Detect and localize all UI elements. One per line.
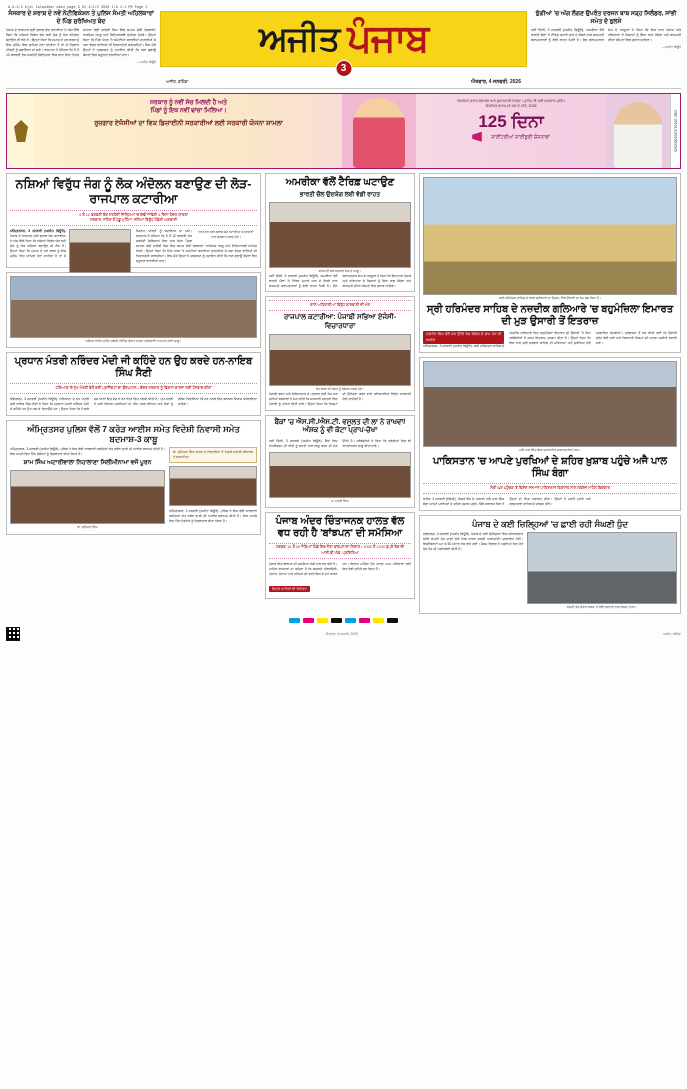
story-tariff (265, 173, 415, 292)
lead-kicker-1: 9 ਤੋਂ 12 ਫਰਵਰੀ ਤੱਕ ਸਰਹੱਦੀ ਜ਼ਿਲ੍ਹਿਆਂ 'ਚ ਕੱਢੀ ਜਾਵੇਗੀ 4 ਦਿਨਾ ਪੈਦਲ ਯਾਤਰਾ (79, 212, 188, 217)
print-strip: A-3-3-3 Ajit Jalandhar main page 3 01 1/1/2 2026 1:8 1:1 PM Page 1 (8, 5, 148, 9)
tariff-headline: ਅਮਰੀਕਾ ਵੱਲੋਂ ਟੈਰਿਫ਼ ਘਟਾਉਣ (285, 177, 395, 188)
banner-advertisement (6, 93, 681, 169)
punjabi-body: ਪੰਜਾਬੀ ਭਾਸ਼ਾ ਅਤੇ ਸੱਭਿਆਚਾਰ ਦੇ ਪ੍ਰਚਾਰ ਲਈ ਕੰਮ ਕਰ ਰਹੀਆਂ ਸੰਸਥਾਵਾਂ ਨੇ ਮੰਗ ਕੀਤੀ ਕਿ ਸਰਕਾਰੀ ਦਫ਼ਤਰਾਂ ਵਿਚ ਪੰਜਾਬੀ ਨੂੰ ਪਹਿਲ ਦਿੱਤੀ ਜਾਵੇ। ਉਨ੍ਹਾਂ ਕਿਹਾ ਕਿ ਨਿਯਮਾਂ ਦੀ ਉਲੰਘਣਾ ਕਰਨ ਵਾਲੇ ਅਧਿਕਾਰੀਆਂ ਵਿਰੁੱਧ ਕਾਰਵਾਈ ਹੋਣੀ ਚਾਹੀਦੀ ਹੈ। (269, 392, 411, 406)
bank-body: ਨਵੀਂ ਦਿੱਲੀ, 3 ਜਨਵਰੀ (ਅਜੀਤ ਬਿਊਰੋ)- ਬੈਂਕਾਂ ਵਿਚ ਰਾਖਵੇਂਕਰਨ ਦੀ ਨੀਤੀ ਨੂੰ ਸਖ਼ਤੀ ਨਾਲ ਲਾਗੂ ਕਰਨ ਦੀ ਮੰਗ ਉੱਠੀ ਹੈ। ਜਥੇਬੰਦੀਆਂ ਨੇ ਕਿਹਾ ਕਿ ਤਰੱਕੀਆਂ ਵਿਚ ਵੀ ਰਾਖਵਾਂਕਰਨ ਲਾਗੂ ਕੀਤਾ ਜਾਵੇ। (269, 438, 411, 448)
lead-byline: ਅੰਮ੍ਰਿਤਸਰ, 3 ਜਨਵਰੀ (ਅਜੀਤ ਬਿਊਰੋ)- (10, 229, 66, 234)
ice-body: ਅੰਮ੍ਰਿਤਸਰ, 3 ਜਨਵਰੀ (ਅਜੀਤ ਬਿਊਰੋ)- ਪੁਲਿਸ ਨੇ ਇਕ ਵੱਡੀ ਕਾਰਵਾਈ ਕਰਦਿਆਂ ਸੱਤ ਕਰੋੜ ਰੁਪਏ ਦੀ ਆਈਸ ਬਰਾਮਦ ਕੀਤੀ ਹੈ। ਇਸ ਮਾਮਲੇ ਵਿਚ ਤਿੰਨ ਦੋਸ਼ੀਆਂ ਨੂੰ ਗ੍ਰਿਫ਼ਤਾਰ ਕੀਤਾ ਗਿਆ ਹੈ। (10, 447, 165, 456)
ice-right (169, 447, 257, 531)
page-number-badge: 3 (335, 60, 352, 77)
bank-photo (269, 452, 411, 498)
infertility-kicker: ਲਗਭਗ 15 ਤੋਂ 20 ਜੋੜਿਆਂ ਪਿੱਛੇ ਇਕ ਜੋੜਾ ਬਾਂਝਪਨ ਦਾ ਸ਼ਿਕਾਰ • 1000 ਤੋਂ 1200 ਰੁਪਏ ਤੱਕ ਦੀ ਆਈ.ਵੀ.ਐਫ਼. ਪ੍ਰਕਿਰਿਆ (269, 543, 411, 559)
ice-secondary-photo (169, 466, 257, 506)
logo-ajit: ਅਜੀਤ (258, 19, 340, 58)
banner-ad-pm-photo (606, 94, 670, 168)
logo-punjab: ਪੰਜਾਬ (347, 17, 429, 60)
edition-place: ਅਜੀਤ, ਬਠਿੰਡਾ (166, 79, 189, 84)
tariff-subhead: ਭਾਰਤੀ ਚੌਲ ਉਦਯੋਗ ਲਈ ਵੱਡੀ ਰਾਹਤ (299, 192, 381, 198)
harmandir-body-text: ਅੰਮ੍ਰਿਤਸਰ, 3 ਜਨਵਰੀ (ਅਜੀਤ ਬਿਊਰੋ)- ਸ੍ਰੀ ਹਰਿਮੰਦਰ ਸਾਹਿਬ ਦੇ ਨਜ਼ਦੀਕ ਗਲਿਆਰੇ ਵਿਚ ਬਹੁਮੰਜ਼ਿਲਾ ਇਮਾਰਤ ਦੀ ਉਸਾਰੀ 'ਤੇ ਸਿੱਖ ਜਥੇਬੰਦੀਆਂ ਨੇ ਸਖ਼ਤ ਇਤਰਾਜ਼ ਪ੍ਰਗਟ ਕੀਤਾ ਹੈ। ਉਨ੍ਹਾਂ ਕਿਹਾ ਕਿ ਇਸ ਨਾਲ ਸ੍ਰੀ ਦਰਬਾਰ ਸਾਹਿਬ ਦੀ ਮਰਿਆਦਾ ਅਤੇ ਸੁਰੱਖਿਆ ਦੋਵੇਂ ਪ੍ਰਭਾਵਿਤ ਹੋਣਗੀਆਂ। ਪ੍ਰਸ਼ਾਸਨ ਤੋਂ ਮੰਗ ਕੀਤੀ ਗਈ ਕਿ ਉਸਾਰੀ ਤੁਰੰਤ ਰੋਕੀ ਜਾਵੇ ਅਤੇ ਵਿਰਾਸਤੀ ਨਿਯਮਾਂ ਦੀ ਪਾਲਣਾ ਯਕੀਨੀ ਬਣਾਈ ਜਾਵੇ। (423, 331, 677, 348)
masthead-center (160, 11, 527, 85)
banner-ad-line3: ਰੁਜ਼ਗਾਰ ਏਜੰਸੀਆਂ ਦਾ ਵਿਕ ਡਿਜ਼ਾਈਨੀ ਸਰਕਾਰੀਆਂ ਲਈ ਸਰਕਾਰੀ ਯੋਜਨਾ ਸ਼ਾਮਲਾ (94, 120, 283, 128)
punjabi-headline: ਰਾਜਪਾਲ ਕਟਾਰੀਆ: ਪੰਜਾਬੀ ਸਭਿਆ ਏਜੰਸੀ-ਵਿਚਾਰਧਾਰਾ (283, 314, 397, 330)
harmandir-badge: ਹਰਜੀਤ ਸਿੰਘ ਵੱਲੋਂ ਮੰਗ ਉੱਠੀ ਦੇਸ਼ ਵਿਦੇਸ਼ ਦੇ ਸ਼ਾਮ ਹੱਕ ਦੀ ਅਪੀਲ (423, 331, 504, 344)
story-harmandir (419, 173, 681, 353)
ice-boxnote: ਡਾ. ਭੁਪਿੰਦਰ ਸਿੰਘ ਰਾਜਨ ਦੇ ਖਿਡਾਰੀਆਂ ਤੋਂ ਪਿਛਲੇ ਸ਼ਹਿਰੀ ਰੀਵਾਰਡ ਤੇ ਸਨਮਾਨਿਤ (169, 447, 257, 463)
banner-ad-tagline (420, 132, 602, 142)
banner-ad-line1: ਸਰਕਾਰ ਨੂੰ ਨਵੀਂ ਸੋਚ ਮਿਲਦੀ ਹੈ ਅਤੇ (150, 100, 227, 106)
masthead (6, 11, 681, 89)
story-saini (6, 352, 261, 416)
ice-sub1: ਸ਼ਾਮ ਸਿੰਘ ਅਟਾਰੀਵਾਲਾ ਨਿਹਾਲਾਣਾ ਸਿਲੀਮੀਨਾਮਾ ਵਜੋਂ ਪੂਰਨ (23, 459, 152, 466)
masthead-right-headline: ਝੁੱਗੀਆਂ 'ਚ ਅੱਗ ਲੱਗਣ ਉਪਰੰਤ ਦਰਜਨ ਬਾਬ ਸੜ੍ਹ ਸਿਲੰਡਰ, ਸਾਂਭੀ ਸਮੇਤ ਦੋ ਝੁਲਸੇ (535, 11, 677, 25)
banner-ad-big-number: 125 ਦਿਨਾ (478, 112, 544, 132)
edition-date: ਐਤਵਾਰ, 4 ਜਨਵਰੀ, 2026 (470, 79, 521, 85)
govt-emblem-icon (7, 94, 35, 168)
fog-left (423, 532, 523, 610)
lead-photo (69, 229, 131, 273)
banga-headline: ਪਾਕਿਸਤਾਨ 'ਚ ਆਪਣੇ ਪੁਰਖਿਆਂ ਦੇ ਸ਼ਹਿਰ ਖ਼ੁਸ਼ਾਬ ਪਹੁੰਚੇ ਅਜੈ ਪਾਲ ਸਿੰਘ ਬੰਗਾ (432, 456, 668, 480)
masthead-right-credit: —ਅਜੀਤ ਬਿਊਰੋ (661, 44, 681, 49)
column-middle (265, 173, 415, 614)
tariff-body: ਨਵੀਂ ਦਿੱਲੀ, 3 ਜਨਵਰੀ (ਅਜੀਤ ਬਿਊਰੋ)- ਅਮਰੀਕਾ ਵੱਲੋਂ ਭਾਰਤੀ ਚੌਲਾਂ 'ਤੇ ਟੈਰਿਫ਼ ਘਟਾਏ ਜਾਣ ਦੇ ਫ਼ੈਸਲੇ ਨਾਲ ਬਾਸਮਤੀ ਬਰਾਮਦਕਾਰਾਂ ਨੂੰ ਵੱਡੀ ਰਾਹਤ ਮਿਲੀ ਹੈ। ਚੌਲ ਬਰਾਮਦਕਾਰ ਸੰਘ ਦੇ ਆਗੂਆਂ ਨੇ ਕਿਹਾ ਕਿ ਇਸ ਨਾਲ ਪੰਜਾਬ ਅਤੇ ਹਰਿਆਣਾ ਦੇ ਕਿਸਾਨਾਂ ਨੂੰ ਸਿੱਧਾ ਲਾਭ ਹੋਵੇਗਾ ਅਤੇ ਬਾਸਮਤੀ ਦੀਆਂ ਕੀਮਤਾਂ ਵਿਚ ਸੁਧਾਰ ਆਵੇਗਾ। (269, 273, 411, 288)
ice-headline: ਅੰਮ੍ਰਿਤਸਰ ਪੁਲਿਸ ਵੱਲੋਂ 7 ਕਰੋੜ ਆਈਸ ਸਮੇਤ ਵਿਦੇਸ਼ੀ ਨਿਵਾਸੀ ਸਮੇਤ ਬਦਮਾਸ਼-3 ਕਾਬੂ (27, 423, 240, 444)
harmandir-body (423, 331, 677, 349)
lead-headline: ਨਸ਼ਿਆਂ ਵਿਰੁੱਧ ਜੰਗ ਨੂੰ ਲੋਕ ਅੰਦੋਲਨ ਬਣਾਉਣ ਦੀ ਲੋੜ-ਰਾਜਪਾਲ ਕਟਾਰੀਆ (15, 177, 252, 206)
banga-photo (423, 361, 677, 447)
masthead-left-story (6, 11, 156, 85)
banner-ad-caption-sub: ਵਿਕਸਿਤ ਭਾਰਤ-ਮੀ ਕਲ ਦੇ ਮੀਤੋ, 2026 (485, 104, 537, 109)
fog-right (527, 532, 677, 610)
banner-ad-tag-text: ਸਾਈਟਰੀਆਂ ਸ਼ਾਈਬੁਰੀ ਯੋਜਨਾਵਾਂ (491, 134, 550, 141)
logo-band (160, 11, 527, 74)
saini-body: ਚੰਡੀਗੜ੍ਹ, 3 ਜਨਵਰੀ (ਅਜੀਤ ਬਿਊਰੋ)- ਹਰਿਆਣਾ ਦੇ ਮੁੱਖ ਮੰਤਰੀ ਸ੍ਰੀ ਨਾਇਬ ਸਿੰਘ ਸੈਣੀ ਨੇ ਕਿਹਾ ਕਿ ਪ੍ਰਧਾਨ ਮੰਤਰੀ ਨਰਿੰਦਰ ਮੋਦੀ ਜੋ ਕਹਿੰਦੇ ਹਨ ਉਹ ਕਰ ਕੇ ਦਿਖਾਉਂਦੇ ਹਨ। ਉਨ੍ਹਾਂ ਕਿਹਾ ਕਿ ਪਿਛਲੇ ਦਸ ਸਾਲਾਂ ਵਿਚ ਦੇਸ਼ ਨੇ ਹਰ ਖੇਤਰ ਵਿਚ ਤਰੱਕੀ ਕੀਤੀ ਹੈ। ਮੁੱਖ ਮੰਤਰੀ ਨੇ ਕਈ ਵਿਕਾਸ ਪ੍ਰਾਜੈਕਟਾਂ ਦਾ ਨੀਂਹ ਪੱਥਰ ਰੱਖਿਆ ਅਤੇ ਲੋਕਾਂ ਨੂੰ ਭਰੋਸਾ ਦਿਵਾਇਆ ਕਿ ਹਰ ਹਲਕੇ ਵਿਚ ਬਰਾਬਰ ਵਿਕਾਸ ਕਰਵਾਇਆ ਜਾਵੇਗਾ। (10, 396, 257, 411)
harmandir-photo-caption: ਸ੍ਰੀ ਹਰਿਮੰਦਰ ਸਾਹਿਬ ਦੇ ਨੇੜਲੇ ਗਲਿਆਰੇ ਦਾ ਦ੍ਰਿਸ਼, ਜਿੱਥੇ ਉਸਾਰੀ ਦਾ ਕੰਮ ਚੱਲ ਰਿਹਾ ਹੈ। (499, 296, 601, 300)
banga-kicker: ਸੰਗੀ ਘਰ ਪਹੁੰਚਣ 'ਤੇ ਵਿਸ਼ੇਸ਼ ਸਨਮਾਨ ਪਾਕਿਸਤਾਨ ਵਿਰਾਸਤ ਨਾਲ ਲਬਰੇਜ਼ ਮਾਹੌਲ ਵਿਚਕਾਰ (423, 483, 677, 494)
story-infertility (265, 512, 415, 599)
fog-photo (527, 532, 677, 604)
ice-portrait-photo (10, 470, 165, 524)
lead-body: ਪੰਜਾਬ ਦੇ ਰਾਜਪਾਲ ਸ੍ਰੀ ਗੁਲਾਬ ਚੰਦ ਕਟਾਰੀਆ ਨੇ ਅੱਜ ਇੱਥੇ ਕਿਹਾ ਕਿ ਨਸ਼ਿਆਂ ਵਿਰੁੱਧ ਚੱਲ ਰਹੀ ਜੰਗ ਨੂੰ ਲੋਕ ਅੰਦੋਲਨ ਬਣਾਉਣ ਦੀ ਲੋੜ ਹੈ। ਉਨ੍ਹਾਂ ਕਿਹਾ ਕਿ ਸਮਾਜ ਦੇ ਹਰ ਵਰਗ ਨੂੰ ਇਸ ਮੁਹਿੰਮ ਵਿਚ ਸ਼ਾਮਿਲ ਹੋਣਾ ਚਾਹੀਦਾ ਹੈ ਤਾਂ ਜੋ ਨੌਜਵਾਨ ਪੀੜ੍ਹੀ ਨੂੰ ਬਚਾਇਆ ਜਾ ਸਕੇ। ਰਾਜਪਾਲ ਨੇ ਦੱਸਿਆ ਕਿ 9 ਤੋਂ 12 ਫਰਵਰੀ ਤੱਕ ਸਰਹੱਦੀ ਜ਼ਿਲ੍ਹਿਆਂ ਵਿਚ ਚਾਰ ਦਿਨਾ ਪੈਦਲ ਯਾਤਰਾ ਕੱਢੀ ਜਾਵੇਗੀ ਜਿਸ ਵਿਚ ਸਮਾਜ ਸੇਵੀ ਸੰਸਥਾਵਾਂ, ਧਾਰਮਿਕ ਆਗੂ ਅਤੇ ਵਿਦਿਆਰਥੀ ਸ਼ਾਮਿਲ ਹੋਣਗੇ। ਉਨ੍ਹਾਂ ਕਿਹਾ ਕਿ ਪਿੰਡ ਪੱਧਰ 'ਤੇ ਕਮੇਟੀਆਂ ਬਣਾਈਆਂ ਜਾਣਗੀਆਂ ਜੋ ਨਸ਼ਾ ਵੇਚਣ ਵਾਲਿਆਂ ਦੀ ਨਿਸ਼ਾਨਦੇਹੀ ਕਰਨਗੀਆਂ। ਇਸ ਮੌਕੇ ਉਨ੍ਹਾਂ ਨੇ ਪ੍ਰਸ਼ਾਸਨ ਨੂੰ ਹਦਾਇਤ ਕੀਤੀ ਕਿ ਨਸ਼ਾ ਛੁਡਾਊ ਕੇਂਦਰਾਂ ਵਿਚ ਸਹੂਲਤਾਂ ਵਧਾਈਆਂ ਜਾਣ। (10, 229, 257, 263)
masthead-right-story (531, 11, 681, 85)
footer-edition: ਅਜੀਤ, ਬਠਿੰਡਾ (663, 631, 681, 636)
banner-ad-line2: ਪਿੰਡਾਂ ਨੂੰ ਇਕ ਨਵੀਂ ਢਾਂਚਾ ਮਿਲਿਆ। (150, 108, 227, 115)
footer-date: ਐਤਵਾਰ, 4 ਜਨਵਰੀ, 2026 (325, 631, 358, 636)
content-grid (6, 173, 681, 614)
masthead-left-headline: ਸੰਸਕਾਰ ਦੇ ਸ਼ਰਾਬ਼ ਦੇ ਨਵੇਂ ਨੋਟੀਫਿਕੇਸ਼ਨ ਤੇ ਪੁਲਿਸ ਸੰਮਤੀ ਅਹਿਲਕਾਰਾਂ ਦੇ ਪਿੰਡ ਸੁਰੱਖਿਅਤ ਬੰਦ (8, 11, 154, 25)
masthead-left-credit: —ਅਜੀਤ ਬਿਊਰੋ (136, 59, 156, 64)
lead-body-wrap (10, 229, 257, 264)
fog-body: ਚੰਡੀਗੜ੍ਹ, 3 ਜਨਵਰੀ (ਅਜੀਤ ਬਿਊਰੋ)- ਪੰਜਾਬ ਦੇ ਕਈ ਜ਼ਿਲ੍ਹਿਆਂ ਵਿਚ ਸ਼ਨਿਚਰਵਾਰ ਸਵੇਰੇ ਸੰਘਣੀ ਧੁੰਦ ਛਾਈ ਰਹੀ ਜਿਸ ਕਾਰਨ ਸੜਕੀ ਆਵਾਜਾਈ ਪ੍ਰਭਾਵਿਤ ਹੋਈ। ਵਿਜ਼ੀਬਿਲਟੀ ਘਟ ਕੇ 50 ਮੀਟਰ ਤੱਕ ਰਹਿ ਗਈ। ਮੌਸਮ ਵਿਭਾਗ ਨੇ ਅਗਲੇ ਦੋ ਦਿਨ ਹੋਰ ਧੁੰਦ ਪੈਣ ਦੀ ਪੇਸ਼ੀਨਗੋਈ ਕੀਤੀ ਹੈ। (423, 531, 523, 551)
punjabi-photo-caption: ਸੰਤ ਬਾਬਾ ਜੀ ਸੰਗਤ ਨੂੰ ਸੰਬੋਧਨ ਕਰਦੇ ਹੋਏ। (315, 386, 365, 391)
lead-kicker-2: ਸਰਕਾਰ, ਸ਼ਹਿਰ ਤੋਂ ਪੇਂਡੂ ਮੁਹਿੰਮਾਂ, ਨਸ਼ਿਆਂ ਵਿਰੁੱਧ ਹੋਵੇਗੀ ਅਗਵਾਈ (90, 218, 177, 223)
ice-portrait-caption: ਡਾ. ਭੁਪਿੰਦਰ ਸਿੰਘ (77, 525, 98, 530)
group-photo-caption: ਨਸ਼ਿਆਂ ਵਿਰੁੱਧ ਮੁਹਿੰਮ ਸਬੰਧੀ ਮੀਟਿੰਗ ਦੌਰਾਨ ਹਾਜ਼ਰ ਅਧਿਕਾਰੀ ਤੇ ਸਮਾਜ ਸੇਵੀ ਆਗੂ। (85, 339, 182, 344)
story-punjabi-language (265, 296, 415, 410)
story-ice-seizure (6, 420, 261, 535)
punjabi-kicker: ਕਾਲੇ ਅਧਿਕਾਰੀਆਂ ਵਿਰੁੱਧ ਕਾਰਵਾਈ ਦੀ ਮੰਗ (269, 300, 411, 311)
infertility-headline: ਪੰਜਾਬ ਅੰਦਰ ਚਿੰਤਾਜਨਕ ਹਾਲਤ ਵੱਲ ਵਧ ਰਹੀ ਹੈ 'ਬਾਂਝਪਨ' ਦੀ ਸਮੱਸਿਆ (275, 515, 405, 539)
banner-ad-text (35, 94, 342, 168)
infertility-note-badge: ਸਿਹਤ ਮਾਹਿਰਾਂ ਦੀ ਰਿਪੋਰਟ (269, 586, 310, 592)
banner-ad-caption-top: ਵਿਕਸਿਤ ਭਾਰਤ-ਵੰਚਾਲਨ ਅਤੇ ਸੁਧਾਰਕਾਰੀ ਮਿਲਣ। ਮੁਹਿੰਮ ਤੀ ਕਰੀ ਸ਼ਾਨਦਾਰ ਮੁਹਿੰਮ (457, 99, 565, 103)
banner-ad-center (416, 94, 606, 168)
punjabi-photo (269, 334, 411, 386)
masthead-right-body: ਨਵੀਂ ਦਿੱਲੀ, 3 ਜਨਵਰੀ (ਅਜੀਤ ਬਿਊਰੋ)- ਅਮਰੀਕਾ ਵੱਲੋਂ ਭਾਰਤੀ ਚੌਲਾਂ 'ਤੇ ਟੈਰਿਫ਼ ਘਟਾਏ ਜਾਣ ਦੇ ਫ਼ੈਸਲੇ ਨਾਲ ਬਾਸਮਤੀ ਬਰਾਮਦਕਾਰਾਂ ਨੂੰ ਵੱਡੀ ਰਾਹਤ ਮਿਲੀ ਹੈ। ਚੌਲ ਬਰਾਮਦਕਾਰ ਸੰਘ ਦੇ ਆਗੂਆਂ ਨੇ ਕਿਹਾ ਕਿ ਇਸ ਨਾਲ ਪੰਜਾਬ ਅਤੇ ਹਰਿਆਣਾ ਦੇ ਕਿਸਾਨਾਂ ਨੂੰ ਸਿੱਧਾ ਲਾਭ ਹੋਵੇਗਾ ਅਤੇ ਬਾਸਮਤੀ ਦੀਆਂ ਕੀਮਤਾਂ ਵਿਚ ਸੁਧਾਰ ਆਵੇਗਾ। (531, 28, 681, 42)
masthead-left-body: ਪੰਜਾਬ ਦੇ ਰਾਜਪਾਲ ਸ੍ਰੀ ਗੁਲਾਬ ਚੰਦ ਕਟਾਰੀਆ ਨੇ ਅੱਜ ਇੱਥੇ ਕਿਹਾ ਕਿ ਨਸ਼ਿਆਂ ਵਿਰੁੱਧ ਚੱਲ ਰਹੀ ਜੰਗ ਨੂੰ ਲੋਕ ਅੰਦੋਲਨ ਬਣਾਉਣ ਦੀ ਲੋੜ ਹੈ। ਉਨ੍ਹਾਂ ਕਿਹਾ ਕਿ ਸਮਾਜ ਦੇ ਹਰ ਵਰਗ ਨੂੰ ਇਸ ਮੁਹਿੰਮ ਵਿਚ ਸ਼ਾਮਿਲ ਹੋਣਾ ਚਾਹੀਦਾ ਹੈ ਤਾਂ ਜੋ ਨੌਜਵਾਨ ਪੀੜ੍ਹੀ ਨੂੰ ਬਚਾਇਆ ਜਾ ਸਕੇ। ਰਾਜਪਾਲ ਨੇ ਦੱਸਿਆ ਕਿ 9 ਤੋਂ 12 ਫਰਵਰੀ ਤੱਕ ਸਰਹੱਦੀ ਜ਼ਿਲ੍ਹਿਆਂ ਵਿਚ ਚਾਰ ਦਿਨਾ ਪੈਦਲ ਯਾਤਰਾ ਕੱਢੀ ਜਾਵੇਗੀ ਜਿਸ ਵਿਚ ਸਮਾਜ ਸੇਵੀ ਸੰਸਥਾਵਾਂ, ਧਾਰਮਿਕ ਆਗੂ ਅਤੇ ਵਿਦਿਆਰਥੀ ਸ਼ਾਮਿਲ ਹੋਣਗੇ। ਉਨ੍ਹਾਂ ਕਿਹਾ ਕਿ ਪਿੰਡ ਪੱਧਰ 'ਤੇ ਕਮੇਟੀਆਂ ਬਣਾਈਆਂ ਜਾਣਗੀਆਂ ਜੋ ਨਸ਼ਾ ਵੇਚਣ ਵਾਲਿਆਂ ਦੀ ਨਿਸ਼ਾਨਦੇਹੀ ਕਰਨਗੀਆਂ। ਇਸ ਮੌਕੇ ਉਨ੍ਹਾਂ ਨੇ ਪ੍ਰਸ਼ਾਸਨ ਨੂੰ ਹਦਾਇਤ ਕੀਤੀ ਕਿ ਨਸ਼ਾ ਛੁਡਾਊ ਕੇਂਦਰਾਂ ਵਿਚ ਸਹੂਲਤਾਂ ਵਧਾਈਆਂ ਜਾਣ। (6, 28, 156, 57)
lead-story (6, 173, 261, 268)
tariff-photo (269, 202, 411, 268)
lead-photo-caption: ਰਾਜਪਾਲ ਸ੍ਰੀ ਗੁਲਾਬ ਚੰਦ ਕਟਾਰੀਆ ਪੱਤਰਕਾਰਾਂ ਨਾਲ ਗੱਲਬਾਤ ਕਰਦੇ ਹੋਏ। (198, 230, 254, 239)
ice-left (10, 447, 165, 531)
fog-photo-caption: ਸੰਘਣੀ ਧੁੰਦ ਦੌਰਾਨ ਸੜਕ 'ਤੇ ਹੌਲੀ ਰਫ਼ਤਾਰ ਨਾਲ ਲੰਘਦੇ ਵਾਹਨ। (566, 604, 638, 609)
infertility-body: ਪੰਜਾਬ ਵਿਚ ਬਾਂਝਪਨ ਦੀ ਸਮੱਸਿਆ ਤੇਜ਼ੀ ਨਾਲ ਵਧ ਰਹੀ ਹੈ। ਮਾਹਿਰ ਡਾਕਟਰਾਂ ਦਾ ਕਹਿਣਾ ਹੈ ਕਿ ਬਦਲਦੀ ਜੀਵਨਸ਼ੈਲੀ, ਤਣਾਅ, ਮੋਟਾਪਾ ਅਤੇ ਨਸ਼ਿਆਂ ਦੀ ਵਰਤੋਂ ਇਸ ਦੇ ਮੁੱਖ ਕਾਰਨ ਹਨ। ਇਲਾਜ ਮਹਿੰਗਾ ਹੋਣ ਕਾਰਨ ਆਮ ਪਰਿਵਾਰਾਂ ਲਈ ਇਹ ਵੱਡੀ ਚੁਣੌਤੀ ਬਣ ਗਿਆ ਹੈ। (269, 562, 411, 576)
megaphone-icon (472, 132, 488, 142)
column-right (419, 173, 681, 614)
color-registration-marks (6, 614, 681, 625)
banga-body: ਲਾਹੌਰ, 3 ਜਨਵਰੀ (ਏਜੰਸੀ)- ਵਿਸ਼ਵ ਬੈਂਕ ਦੇ ਪ੍ਰਧਾਨ ਅਜੈ ਪਾਲ ਸਿੰਘ ਬੰਗਾ ਆਪਣੇ ਪੁਰਖਿਆਂ ਦੇ ਸ਼ਹਿਰ ਖ਼ੁਸ਼ਾਬ ਪਹੁੰਚੇ, ਜਿੱਥੇ ਸਥਾਨਕ ਲੋਕਾਂ ਨੇ ਉਨ੍ਹਾਂ ਦਾ ਨਿੱਘਾ ਸਵਾਗਤ ਕੀਤਾ। ਉਨ੍ਹਾਂ ਨੇ ਪੁਰਾਣੇ ਮੁਹੱਲੇ ਅਤੇ ਗੁਰਦੁਆਰਾ ਸਾਹਿਬ ਦੇ ਦਰਸ਼ਨ ਕੀਤੇ। (423, 496, 591, 506)
harmandir-photo (423, 177, 677, 295)
bank-photo-caption: ਸ. ਮੰਤਰੀ ਸਿੰਘ (331, 498, 349, 503)
ice-extra-body: ਅੰਮ੍ਰਿਤਸਰ, 3 ਜਨਵਰੀ (ਅਜੀਤ ਬਿਊਰੋ)- ਪੁਲਿਸ ਨੇ ਇਕ ਵੱਡੀ ਕਾਰਵਾਈ ਕਰਦਿਆਂ ਸੱਤ ਕਰੋੜ ਰੁਪਏ ਦੀ ਆਈਸ ਬਰਾਮਦ ਕੀਤੀ ਹੈ। ਇਸ ਮਾਮਲੇ ਵਿਚ ਤਿੰਨ ਦੋਸ਼ੀਆਂ ਨੂੰ ਗ੍ਰਿਫ਼ਤਾਰ ਕੀਤਾ ਗਿਆ ਹੈ। (169, 508, 257, 523)
saini-kicker: ਹਰਿਆਣਾ ਦੇ ਮੁੱਖ ਮੰਤਰੀ ਵੱਲੋਂ ਕਈ ਪ੍ਰਾਜੈਕਟਾਂ ਦਾ ਉਦਘਾਟਨ • ਕੇਂਦਰ ਸਰਕਾਰ ਨੂੰ ਵਿਕਾਸ ਕਾਰਜਾਂ ਲਈ ਧੰਨਵਾਦ ਕੀਤਾ (10, 383, 257, 394)
story-fog (419, 515, 681, 614)
fog-headline: ਪੰਜਾਬ ਦੇ ਕਈ ਜ਼ਿਲ੍ਹਿਆਂ 'ਚ ਛਾਈ ਰਹੀ ਸੰਘਣੀ ਧੁੰਦ (472, 518, 628, 529)
qr-code-icon (6, 627, 20, 641)
group-photo (10, 276, 257, 338)
fog-content (423, 532, 677, 610)
banner-ad-woman-photo (342, 94, 416, 168)
ice-content (10, 447, 257, 531)
group-photo-block (6, 272, 261, 348)
column-left (6, 173, 261, 614)
tariff-photo-caption: ਬਾਸਮਤੀ ਬਰਾਮਦਕਾਰ ਸੰਘ ਦੇ ਆਗੂ। (318, 268, 362, 273)
lead-kicker (10, 210, 257, 226)
page-footer (6, 625, 681, 641)
banga-photo-caption: ਅਜੈ ਪਾਲ ਸਿੰਘ ਬੰਗਾ ਖ਼ੁਸ਼ਾਬ ਵਿਖੇ ਸਥਾਨਕ ਲੋਕਾਂ ਨਾਲ। (519, 447, 581, 452)
saini-headline: ਪ੍ਰਧਾਨ ਮੰਤਰੀ ਨਰਿੰਦਰ ਮੋਦੀ ਜੀ ਕਹਿੰਦੇ ਹਨ ਉਹ ਕਰਦੇ ਹਨ-ਨਾਇਬ ਸਿੰਘ ਸੈਣੀ (14, 356, 253, 380)
bank-headline: ਬੈਂਕਾਂ 'ਚ ਐਸ.ਸੀ./ਐਸ.ਟੀ. ਵਸੂਲਤ ਦੀ ਲਾ ਨੇ ਰਾਖਵਾਂ/ਅੰਸ਼ਕ ਨੂੰ ਵੀ ਕੋਟਾ ਪ੍ਰਾਪ-ਚੋਖਾ (274, 418, 406, 435)
harmandir-headline: ਸ੍ਰੀ ਹਰਿਮੰਦਰ ਸਾਹਿਬ ਦੇ ਨਜ਼ਦੀਕ ਗਲਿਆਰੇ 'ਚ ਬਹੁਮੰਜ਼ਿਲਾ ਇਮਾਰਤ ਦੀ ਮੁੜ ਉਸਾਰੀ ਤੋਂ ਇਤਰਾਜ਼ (426, 304, 674, 328)
story-bank-reservation (265, 415, 415, 508)
ad-code: CBC 35101/13/0106/2526 (670, 94, 680, 168)
story-banga (419, 357, 681, 511)
